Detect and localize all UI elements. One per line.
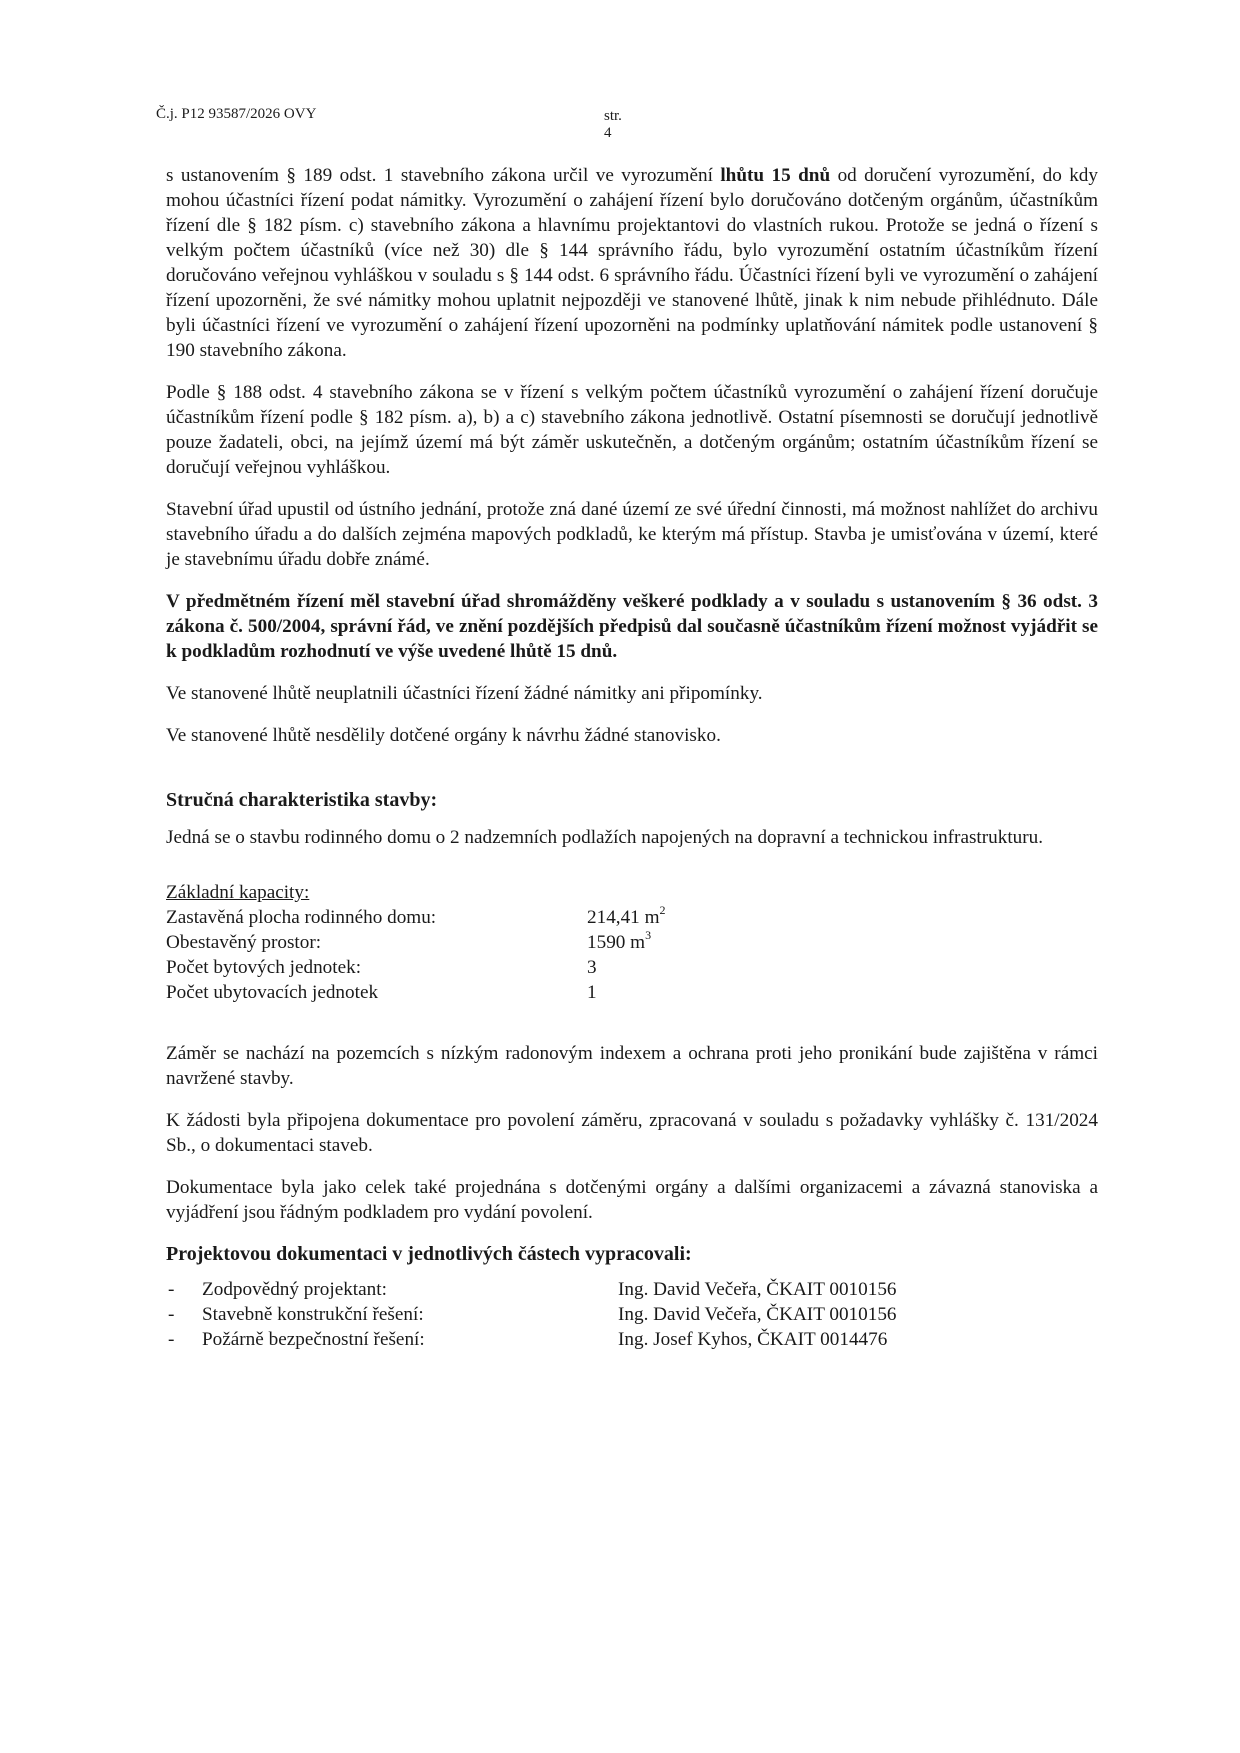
paragraph-no-statement: Ve stanovené lhůtě nesdělily dotčené orgány k návrhu žádné stanovisko. [166, 725, 721, 746]
team-role: Zodpovědný projektant: [202, 1279, 387, 1300]
team-row [166, 1277, 1098, 1302]
team-role: Stavebně konstrukční řešení: [202, 1304, 424, 1325]
paragraph-no-hearing: Stavební úřad upustil od ústního jednání, protože zná dané území ze své úřední činnosti, má možnost nahlížet do archivu stavebního úřadu a do dalších zejména mapových podkladů, ke kterým má přístup. Stavba je umisťována v území, které je stavebnímu úřadu dobře známé. [166, 499, 1098, 570]
capacity-label: Zastavěná plocha rodinného domu: [166, 907, 437, 928]
capacity-value [587, 902, 666, 930]
capacity-label: Počet ubytovacích jednotek [166, 982, 379, 1003]
paragraph-documentation: K žádosti byla připojena dokumentace pro povolení záměru, zpracovaná v souladu s požadavky vyhlášky č. 131/2024 Sb., o dokumentaci staveb. [166, 1110, 1098, 1156]
list-bullet: - [168, 1279, 175, 1300]
capacity-row [166, 902, 1098, 930]
capacity-value-text: 214,41 m [587, 907, 660, 928]
paragraph-delivery: Podle § 188 odst. 4 stavebního zákona se v řízení s velkým počtem účastníků vyrozumění o zahájení řízení doručuje účastníkům řízení podle § 182 písm. a), b) a c) stavebního zákona jednotlivě. Ostatní písemnosti se doručují jednotlivě pouze žadateli, obci, na jejímž území má být záměr uskutečněn, a dotčeným orgánům; ostatním účastníkům řízení se doručují veřejnou vyhláškou. [166, 382, 1098, 478]
capacity-label: Počet bytových jednotek: [166, 957, 362, 978]
team-person: Ing. Josef Kyhos, ČKAIT 0014476 [618, 1329, 888, 1350]
team-person: Ing. David Večeřa, ČKAIT 0010156 [618, 1279, 897, 1300]
deadline-bold: lhůtu 15 dnů [720, 165, 831, 186]
characteristics-heading: Stručná charakteristika stavby: [166, 789, 438, 811]
capacity-value: 3 [587, 957, 597, 978]
reference-number: Č.j. P12 93587/2026 OVY [156, 106, 317, 122]
page-number: str. 4 [604, 108, 622, 141]
team-list [166, 1277, 1098, 1352]
capacities-title: Základní kapacity: [166, 882, 310, 903]
document-body [166, 163, 1098, 1352]
paragraph-text: od doručení vyrozumění, do kdy mohou účastníci řízení podat námitky. Vyrozumění o zahájení řízení bylo doručováno dotčeným orgánům, účastníkům řízení dle § 182 písm. c) stavebního zákona a hlavnímu projektantovi do vlastních rukou. Protože se jedná o řízení s velkým počtem účastníků (více než 30) dle § 144 správního řádu, bylo vyrozumění ostatním účastníkům řízení doručováno veřejnou vyhláškou v souladu s § 144 odst. 6 správního řádu. Účastníci řízení byli ve vyrozumění o zahájení řízení upozorněni, že své námitky mohou uplatnit nejpozději ve stanovené lhůtě, jinak k nim nebude přihlédnuto. Dále byli účastníci řízení ve vyrozumění o zahájení řízení upozorněni na podmínky uplatňování námitek podle ustanovení § 190 stavebního zákona. [166, 165, 1098, 361]
list-bullet: - [168, 1329, 175, 1350]
team-row [166, 1327, 1098, 1352]
paragraph-radon: Záměr se nachází na pozemcích s nízkým radonovým indexem a ochrana proti jeho pronikání bude zajištěna v rámci navržené stavby. [166, 1043, 1098, 1089]
paragraph-discussed: Dokumentace byla jako celek také projednána s dotčenými orgány a dalšími organizacemi a závazná stanoviska a vyjádření jsou řádným podkladem pro vydání povolení. [166, 1177, 1098, 1223]
paragraph-text: s ustanovením § 189 odst. 1 stavebního zákona určil ve vyrozumění [166, 165, 721, 186]
capacity-value: 1 [587, 982, 597, 1003]
capacity-unit-exponent: 2 [659, 902, 666, 917]
paragraph-evidence-bold: V předmětném řízení měl stavební úřad shromážděny veškeré podklady a v souladu s ustanovením § 36 odst. 3 zákona č. 500/2004, správní řád, ve znění pozdějších předpisů dal současně účastníkům řízení možnost vyjádřit se k podkladům rozhodnutí ve výše uvedené lhůtě 15 dnů. [166, 591, 1098, 662]
team-role: Požárně bezpečnostní řešení: [202, 1329, 425, 1350]
team-person: Ing. David Večeřa, ČKAIT 0010156 [618, 1304, 897, 1325]
capacity-label: Obestavěný prostor: [166, 932, 322, 953]
capacity-value [587, 927, 652, 955]
capacity-value-text: 1590 m [587, 932, 646, 953]
capacity-row [166, 980, 1098, 1005]
capacity-row [166, 927, 1098, 955]
list-bullet: - [168, 1304, 175, 1325]
capacity-row [166, 955, 1098, 980]
characteristics-text: Jedná se o stavbu rodinného domu o 2 nadzemních podlažích napojených na dopravní a technickou infrastrukturu. [166, 827, 1044, 848]
paragraph-no-objections: Ve stanovené lhůtě neuplatnili účastníci řízení žádné námitky ani připomínky. [166, 683, 763, 704]
capacities-block [166, 880, 1098, 1005]
paragraph-notice-deadline [166, 163, 1098, 363]
team-heading: Projektovou dokumentaci v jednotlivých částech vypracovali: [166, 1243, 692, 1265]
team-row [166, 1302, 1098, 1327]
capacity-unit-exponent: 3 [645, 927, 652, 942]
